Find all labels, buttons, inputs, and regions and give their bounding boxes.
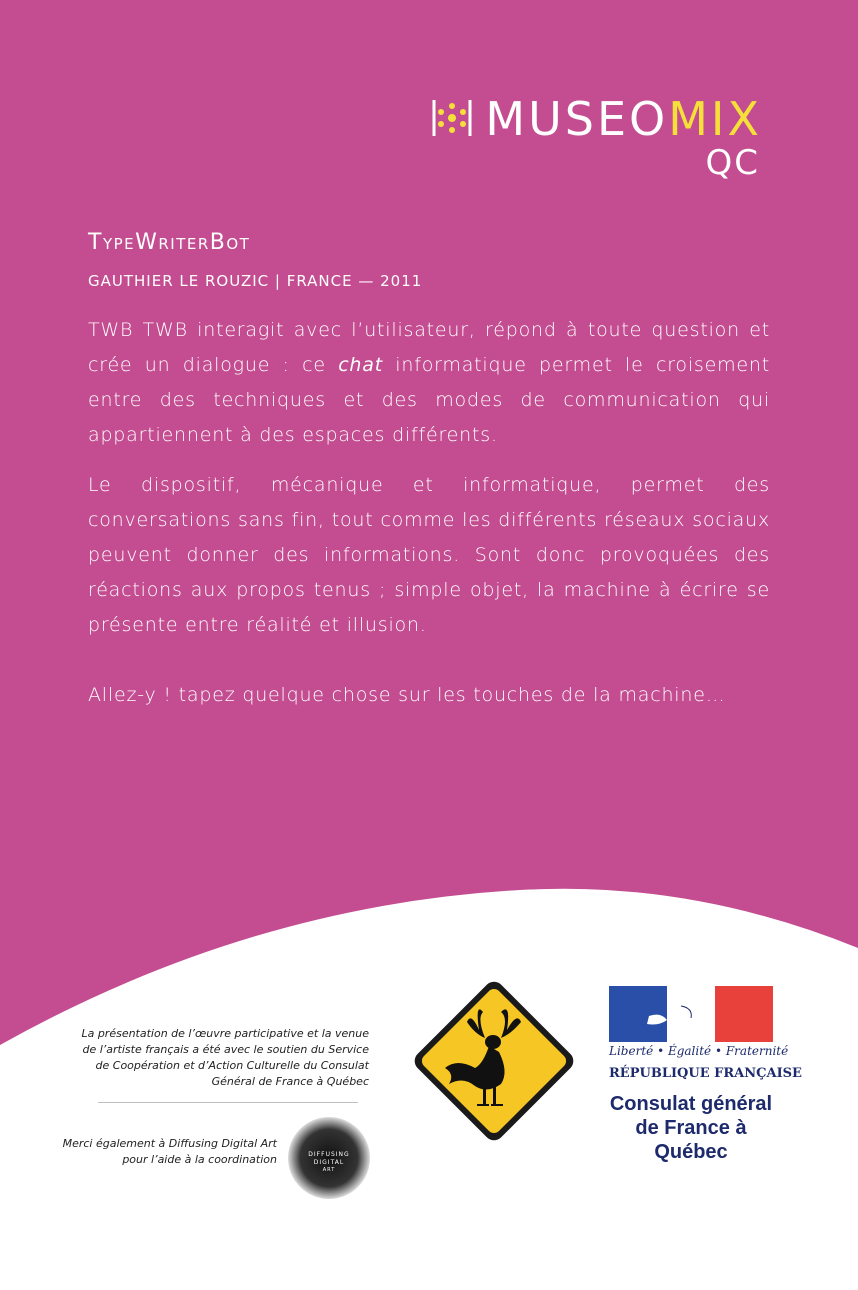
credit-support-text: La présentation de l’œuvre participative et la venue de l’artiste français a été avec le soutien du Service de Coopération et d’Action Culturelle du Consulat Général de France à Québec — [81, 1027, 369, 1088]
logo-wordmark — [485, 92, 762, 146]
paragraph-1-emphasis: chat — [338, 354, 383, 376]
description-paragraph-1 — [88, 313, 770, 453]
asterisk-star-icon — [432, 98, 472, 138]
museomix-logo — [432, 92, 762, 186]
artwork-title: TypeWriterBot — [88, 230, 251, 255]
logo-word-museo: MUSEO — [485, 92, 669, 146]
description-paragraph-2: Le dispositif, mécanique et informatique, permet des conversations sans fin, tout comme les différents réseaux sociaux peuvent donner des informations. Sont donc provoquées des réactions aux propos tenus ; simple objet, la machine à écrire se présente entre réalité et illusion. — [88, 474, 770, 636]
paragraph-1-text-b: informatique permet le croisement entre des techniques et des modes de communication qui appartiennent à des espaces différents. — [88, 354, 770, 446]
republic-motto: Liberté • Égalité • Fraternité — [609, 1044, 789, 1058]
diffusing-digital-art-logo — [287, 1116, 371, 1200]
artwork-subtitle: GAUTHIER LE ROUZIC | FRANCE — 2011 — [88, 272, 423, 290]
consulat-label: Consulat général de France à Québec — [609, 1093, 773, 1163]
credits-divider — [98, 1102, 358, 1103]
marianne-flag-logo — [609, 986, 773, 1042]
invitation-text: Allez-y ! tapez quelque chose sur les touches de la machine… — [88, 684, 726, 706]
paragraph-1-text-a: TWB TWB interagit avec l’utilisateur, répond à toute question et crée un dialogue : ce — [88, 319, 770, 376]
svg-text:DIGITAL: DIGITAL — [313, 1159, 345, 1166]
credit-thanks-text: Merci également à Diffusing Digital Art pour l’aide à la coordination — [62, 1137, 277, 1166]
svg-text:ART: ART — [322, 1167, 336, 1173]
republique-francaise-label: RÉPUBLIQUE FRANÇAISE — [609, 1066, 802, 1081]
svg-text:DIFFUSING: DIFFUSING — [308, 1151, 350, 1158]
moose-rooster-sign-icon — [405, 972, 583, 1150]
logo-word-mix: MIX — [668, 92, 762, 146]
logo-region: QC — [705, 143, 760, 183]
